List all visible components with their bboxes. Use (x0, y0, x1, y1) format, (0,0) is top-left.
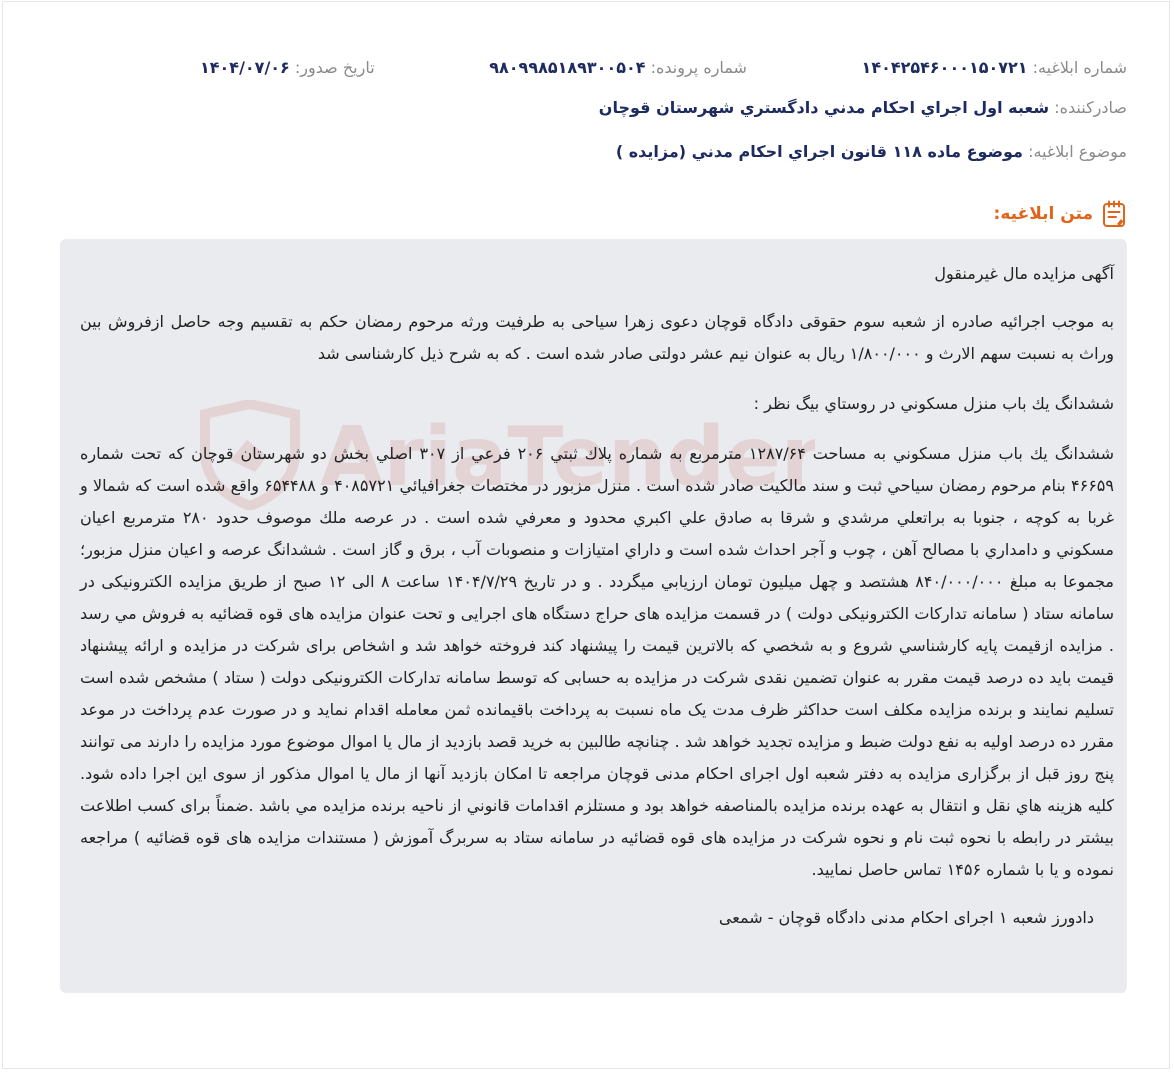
subject-label: موضوع ابلاغیه: (1028, 142, 1127, 161)
case-number-value: ۹۸۰۹۹۸۵۱۸۹۳۰۰۵۰۴ (489, 58, 646, 77)
section-title-text: متن ابلاغیه: (993, 204, 1093, 224)
case-number-label: شماره پرونده: (650, 58, 747, 77)
subject-value: موضوع ماده ۱۱۸ قانون اجراي احكام مدني (مزايده ) (615, 142, 1023, 161)
notice-intro: به موجب اجرائیه صادره از شعبه سوم حقوقی دادگاه قوچان دعوی زهرا سیاحی به طرفیت ورثه مرحوم رمضان حکم به تقسیم وجه حاصل ازفروش بین وراث به نسبت سهم الارث و ۱/۸۰۰/۰۰۰ ریال به عنوان نیم عشر دولتی صادر شده است . که به شرح ذیل کارشناسی شد (80, 312, 1114, 363)
notice-paragraph: ششدانگ يك باب منزل مسكوني به مساحت ۱۲۸۷/۶۴ مترمربع به شماره پلاك ثبتي ۲۰۶ فرعي از ۳۰۷ اصلي بخش دو شهرستان قوچان كه تحت شماره ۴۶۶۵۹ بنام مرحوم رمضان سياحي ثبت و سند مالكيت صادر شده است . منزل مزبور در مختصات جغرافيائي ۴۰۸۵۷۲۱ و ۶۵۴۴۸۸ واقع شده است كه شمالا و غربا به كوچه ، جنوبا به براتعلي مرشدي و شرقا به صادق علي اكبري محدود و معرفي شده است . در عرصه ملك موصوف حدود ۲۸۰ مترمربع اعيان مسكوني و دامداري با مصالح آهن ، چوب و آجر احداث شده است و داراي امتيازات و منصوبات آب ، برق و گاز است . ششدانگ عرصه و اعيان منزل مزبور؛ مجموعا به مبلغ ۸۴۰/۰۰۰/۰۰۰ هشتصد و چهل ميليون تومان ارزيابي ميگردد . و در تاریخ ۱۴۰۴/۷/۲۹ ساعت ۸ الی ۱۲ صبح از طریق مزایده الکترونیکی در سامانه ستاد ( سامانه تدارکات الکترونیکی دولت ) در قسمت مزایده های حراج دستگاه های اجرایی و تحت عنوان مزایده های قوه قضائیه به فروش مي رسد . مزايده ازقيمت پايه كارشناسي شروع و به شخصي كه بالاترين قيمت را پيشنهاد كند فروخته خواهد شد و اشخاص برای شرکت در مزایده و ارائه پیشنهاد قیمت باید ده درصد قیمت مقرر به عنوان تضمین نقدی شرکت در مزایده به حسابی که توسط سامانه تدارکات الکترونیکی دولت ( ستاد ) مشخص شده است تسلیم نمایند و برنده مزایده مکلف است حداکثر ظرف مدت یک ماه نسبت به پرداخت باقیمانده ثمن معامله اقدام نماید و در صورت عدم پرداخت در موعد مقرر ده درصد اولیه به نفع دولت ضبط و مزایده تجدید خواهد شد . چنانچه طالبین به خرید قصد بازدید از مال یا اموال موضوع مورد مزایده را دارند می توانند پنج روز قبل از برگزاری مزایده به دفتر شعبه اول اجرای احکام مدنی قوچان مراجعه تا امکان بازدید آنها از مال یا اموال مذکور از سوی این اجرا داده شود. کليه هزينه هاي نقل و انتقال به عهده برنده مزايده بالمناصفه خواهد بود و مستلزم اقدامات قانوني از ناحيه برنده مزايده مي باشد .ضمناً برای کسب اطلاعت بیشتر در رابطه با نحوه ثبت نام و نحوه شرکت در مزایده های قوه قضائیه در سامانه ستاد به سربرگ آموزش ( مستندات مزایده های قوه قضائیه ) مراجعه نموده و یا با شماره ۱۴۵۶ تماس حاصل نمایید. (80, 444, 1114, 879)
issuer-label: صادرکننده: (1054, 98, 1127, 117)
notice-body (80, 258, 1114, 934)
case-number (489, 58, 747, 82)
notice-heading: آگهی مزایده مال غیرمنقول (934, 264, 1114, 283)
note-icon (1101, 200, 1127, 228)
issue-date-value: ۱۴۰۴/۰۷/۰۶ (200, 58, 290, 77)
meta-row-issuer (599, 98, 1127, 117)
property-title: ششدانگ يك باب منزل مسكوني در روستاي بيگ نظر : (753, 394, 1114, 413)
notice-number (862, 58, 1127, 82)
issue-date-label: تاریخ صدور: (294, 58, 375, 77)
issue-date (200, 58, 375, 82)
meta-row-numbers (200, 58, 1127, 82)
issuer-value: شعبه اول اجراي احكام مدني دادگستري شهرستان قوچان (598, 98, 1050, 117)
notice-signature: دادورز شعبه ۱ اجرای احکام مدنی دادگاه قوچان - شمعی (718, 908, 1094, 927)
section-title (994, 200, 1127, 228)
notice-number-label: شماره ابلاغیه: (1032, 58, 1127, 77)
meta-row-subject (616, 142, 1127, 161)
notice-number-value: ۱۴۰۴۲۵۴۶۰۰۰۱۵۰۷۲۱ (861, 58, 1028, 77)
